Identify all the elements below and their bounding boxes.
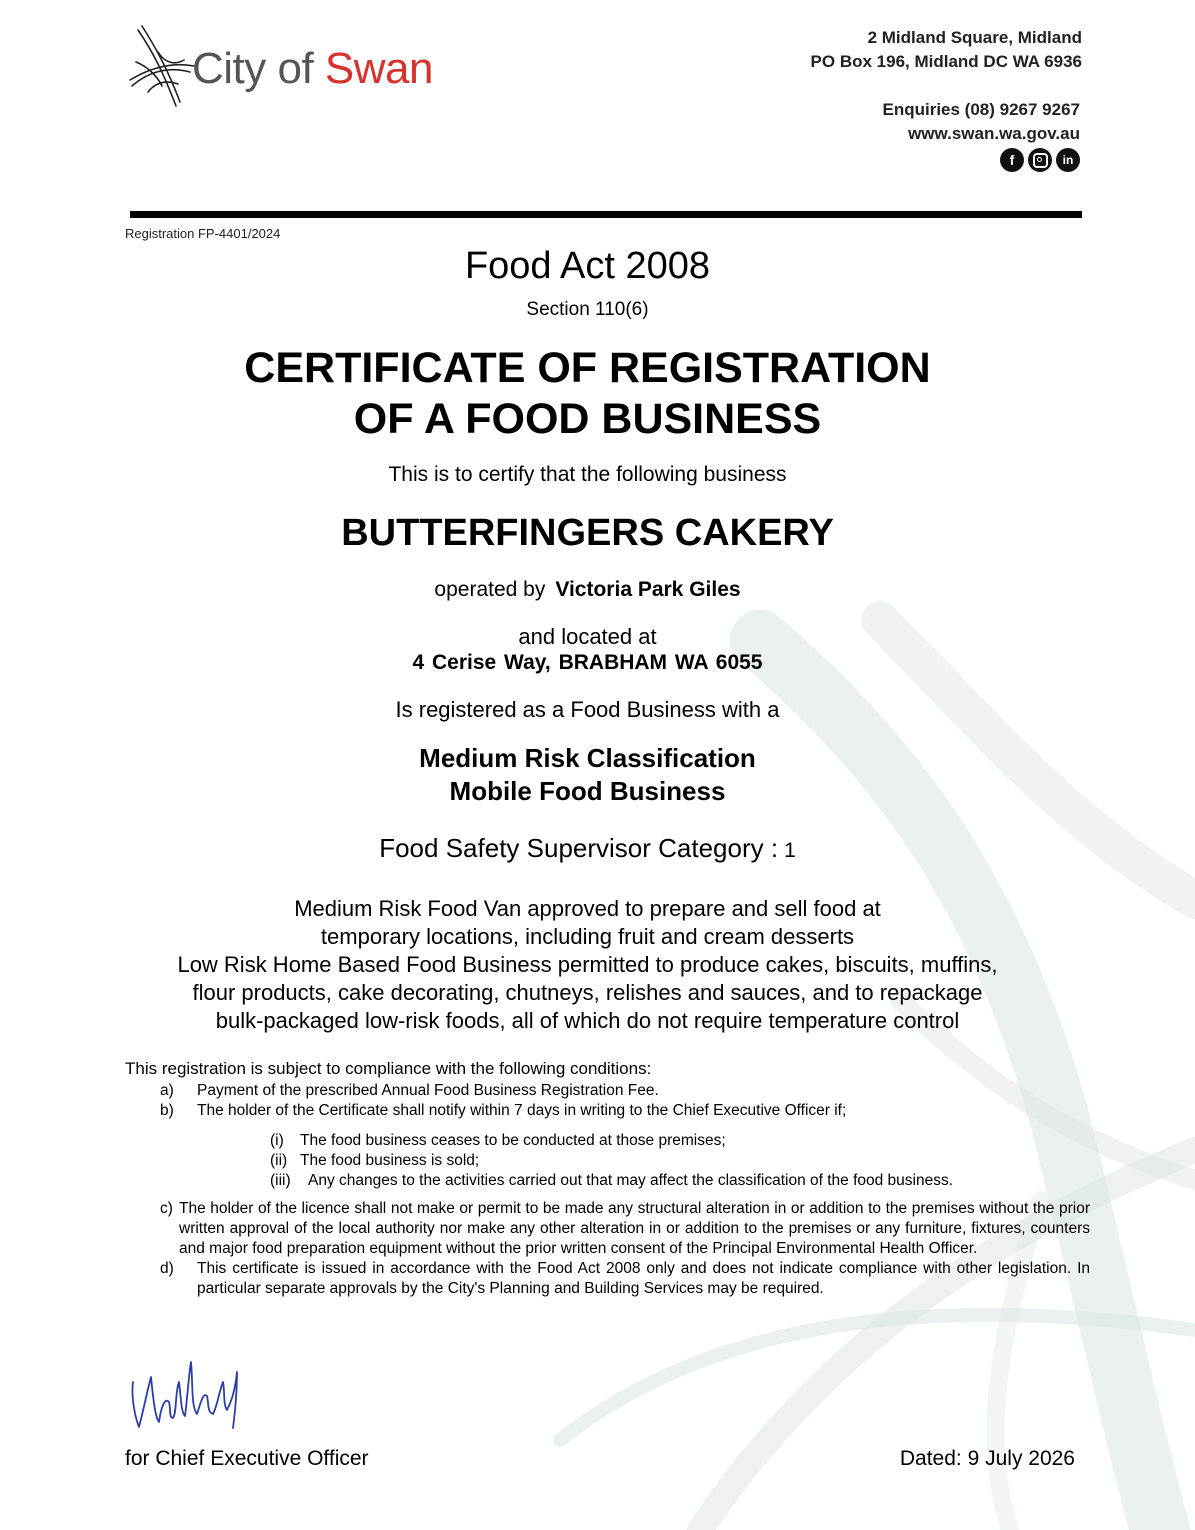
registration-number: Registration FP-4401/2024 — [125, 226, 281, 241]
operated-by-label: operated by — [434, 578, 546, 601]
located-label: and located at — [518, 624, 657, 649]
subcondition-label: (ii) — [270, 1152, 288, 1169]
description-line: bulk-packaged low-risk foods, all of which do not require temperature control — [215, 1008, 960, 1033]
condition-label: d) — [160, 1260, 174, 1277]
condition-c — [160, 1199, 1090, 1259]
subcondition-ii — [270, 1151, 1090, 1171]
description-line: Medium Risk Food Van approved to prepare and sell food at — [294, 896, 881, 921]
description-line: Low Risk Home Based Food Business permitted to produce cakes, biscuits, muffins, — [177, 952, 998, 977]
condition-text: This certificate is issued in accordance with the Food Act 2008 only and does not indicate compliance with other legislation. In particular separate approvals by the City's Planning and Building Services may be required. — [197, 1260, 1090, 1297]
issue-date: Dated: 9 July 2026 — [899, 1447, 1075, 1470]
subcondition-label: (i) — [270, 1132, 284, 1149]
logo-text — [192, 44, 433, 94]
condition-d — [160, 1259, 1090, 1299]
signatory-title: for Chief Executive Officer — [125, 1447, 369, 1470]
conditions-intro: This registration is subject to compliance with the following conditions: — [125, 1059, 652, 1078]
subcondition-i — [270, 1131, 1090, 1151]
condition-a — [160, 1081, 1090, 1101]
header-divider — [130, 211, 1082, 218]
condition-text: The holder of the Certificate shall notify within 7 days in writing to the Chief Executive Officer if; — [197, 1102, 847, 1119]
linkedin-icon[interactable]: in — [1056, 148, 1080, 172]
risk-classification — [0, 742, 1185, 808]
act-title: Food Act 2008 — [464, 245, 711, 287]
business-description — [0, 895, 1185, 1035]
condition-text: The holder of the licence shall not make or permit to be made any structural alteration in or addition to the premises without the prior written approval of the local authority nor make any other alteration in or addition to the premises or any furniture, fixtures, counters and major food preparation equipment without the prior written consent of the Principal Environmental Health Officer. — [179, 1200, 1090, 1257]
enquiries-phone: Enquiries (08) 9267 9267 — [882, 100, 1080, 119]
certificate-title — [0, 343, 1185, 445]
business-address: 4 Cerise Way, BRABHAM WA 6055 — [412, 651, 763, 674]
certificate-title-line-1: CERTIFICATE OF REGISTRATION — [244, 344, 931, 392]
website-link[interactable]: www.swan.wa.gov.au — [908, 124, 1080, 143]
logo-city-text: City of — [192, 44, 325, 93]
act-section: Section 110(6) — [526, 299, 649, 320]
condition-b-subitems — [270, 1131, 1090, 1191]
signature — [125, 1352, 245, 1442]
classification-line-2: Mobile Food Business — [449, 776, 726, 806]
food-safety-supervisor — [0, 833, 1185, 864]
instagram-icon[interactable] — [1028, 148, 1052, 172]
description-line: temporary locations, including fruit and cream desserts — [320, 924, 855, 949]
council-address — [811, 26, 1082, 74]
address-line-2: PO Box 196, Midland DC WA 6936 — [810, 52, 1082, 71]
classification-line-1: Medium Risk Classification — [419, 743, 756, 773]
fss-label: Food Safety Supervisor Category : — [379, 833, 779, 863]
swan-icon — [128, 22, 198, 112]
condition-b — [160, 1101, 1090, 1121]
subcondition-text: Any changes to the activities carried out that may affect the classification of the food business. — [308, 1172, 954, 1189]
condition-label: b) — [160, 1102, 174, 1119]
logo-swan-text: Swan — [324, 44, 433, 93]
city-of-swan-logo — [128, 22, 458, 112]
facebook-icon[interactable]: f — [1000, 148, 1024, 172]
certificate-title-line-2: OF A FOOD BUSINESS — [353, 395, 822, 443]
conditions-list — [160, 1081, 1090, 1299]
description-line: flour products, cake decorating, chutneys, relishes and sauces, and to repackage — [192, 980, 983, 1005]
business-name: BUTTERFINGERS CAKERY — [341, 512, 834, 554]
condition-label: a) — [160, 1082, 174, 1099]
subcondition-text: The food business ceases to be conducted at those premises; — [300, 1132, 726, 1149]
condition-text: Payment of the prescribed Annual Food Business Registration Fee. — [197, 1082, 659, 1099]
subcondition-iii — [270, 1171, 1090, 1191]
social-icons — [1000, 148, 1080, 172]
fss-value: 1 — [784, 839, 796, 862]
registered-text: Is registered as a Food Business with a — [395, 697, 780, 722]
operated-by — [0, 578, 1185, 602]
operator-name: Victoria Park Giles — [555, 578, 741, 601]
subcondition-text: The food business is sold; — [300, 1152, 480, 1169]
subcondition-label: (iii) — [270, 1172, 291, 1189]
certify-text: This is to certify that the following business — [388, 463, 787, 486]
address-line-1: 2 Midland Square, Midland — [867, 28, 1082, 47]
condition-label: c) — [160, 1200, 173, 1217]
council-contact — [882, 98, 1080, 146]
